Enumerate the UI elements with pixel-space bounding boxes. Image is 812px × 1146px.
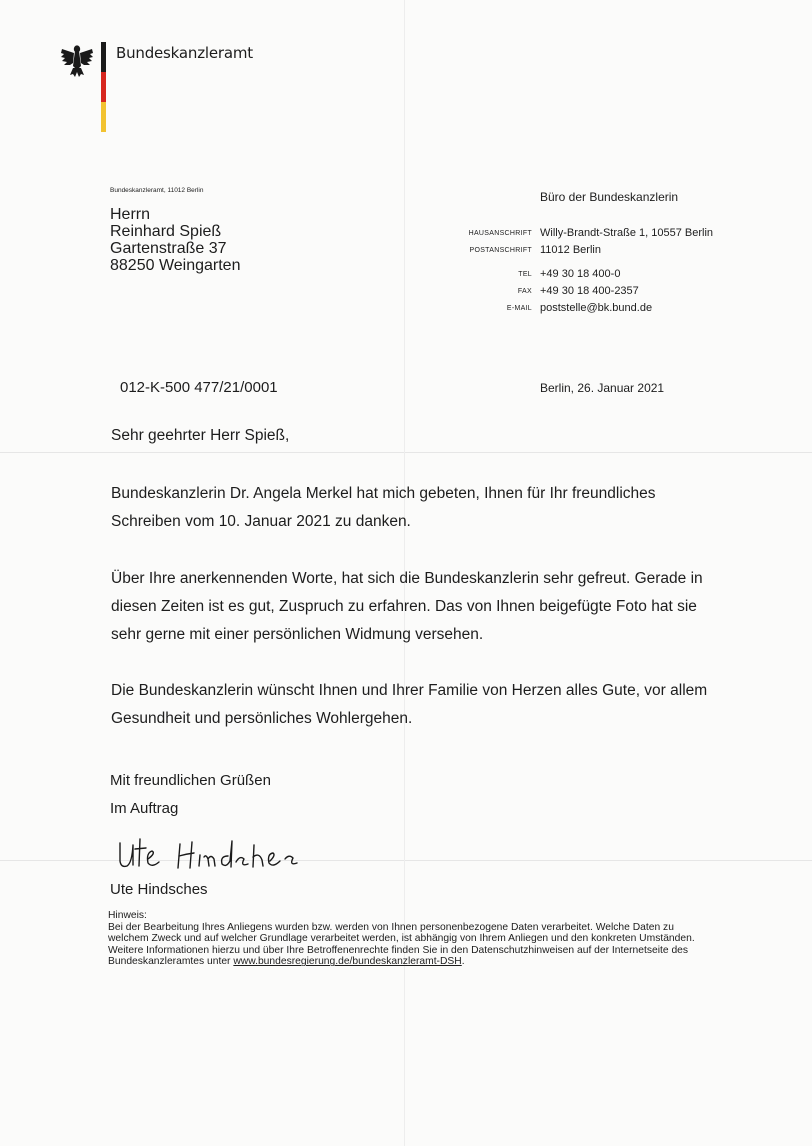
recipient-address (110, 206, 240, 274)
notice-title: Hinweis: (108, 910, 147, 921)
contact-value: poststelle@bk.bund.de (540, 302, 653, 314)
closing-greeting: Mit freundlichen Grüßen (110, 772, 271, 789)
closing-block (110, 767, 271, 823)
sender-return-address: Bundeskanzleramt, 11012 Berlin (110, 187, 204, 194)
notice-text: Bei der Bearbeitung Ihres Anliegens wurden bzw. werden von Ihnen personenbezogene Daten verarbeitet. Welche Daten zu welchem Zweck und auf welcher Grundlage verarbeitet werden, ist abhängig von Ihrem Anliegen und den konkreten Umständen. Weitere Informationen hierzu und über Ihre Betroffenenrechte finden Sie in den Datenschutzhinweisen auf der Internetseite des Bundeskanzleramtes unter (108, 921, 695, 968)
recipient-city: 88250 Weingarten (110, 257, 241, 274)
signer-name: Ute Hindsches (110, 881, 208, 898)
contact-value: Willy-Brandt-Straße 1, 10557 Berlin (540, 227, 714, 239)
federal-eagle-icon (60, 42, 94, 80)
contact-label: FAX (517, 288, 532, 295)
recipient-street: Gartenstraße 37 (110, 240, 227, 257)
letter-date: Berlin, 26. Januar 2021 (540, 381, 665, 395)
handwritten-signature (116, 835, 346, 875)
flag-red (101, 72, 106, 102)
letter-salutation: Sehr geehrter Herr Spieß, (111, 427, 290, 444)
contact-value: +49 30 18 400-2357 (540, 285, 639, 297)
recipient-salutation: Herrn (110, 206, 151, 223)
contact-label: TEL (518, 271, 532, 278)
office-name: Büro der Bundeskanzlerin (540, 190, 679, 204)
privacy-link[interactable]: www.bundesregierung.de/bundeskanzleramt-DSH (233, 956, 462, 968)
recipient-name: Reinhard Spieß (110, 223, 222, 240)
privacy-notice (108, 910, 708, 968)
contact-label: E-MAIL (506, 305, 532, 312)
contact-label: POSTANSCHRIFT (469, 247, 532, 254)
reference-number: 012-K-500 477/21/0001 (120, 379, 278, 396)
contact-label: HAUSANSCHRIFT (468, 230, 532, 237)
organization-name: Bundeskanzleramt (116, 44, 253, 62)
closing-on-behalf: Im Auftrag (110, 800, 179, 817)
flag-gold (101, 102, 106, 132)
body-paragraph: Über Ihre anerkennenden Worte, hat sich die Bundeskanzlerin sehr gefreut. Gerade in diesen Zeiten ist es gut, Zuspruch zu erfahren. Das von Ihnen beigefügte Foto hat sie sehr gerne mit einer persönlichen Widmung versehen. (111, 570, 703, 643)
notice-end: . (461, 956, 465, 968)
body-paragraph: Bundeskanzlerin Dr. Angela Merkel hat mich gebeten, Ihnen für Ihr freundliches Schreiben vom 10. Januar 2021 zu danken. (111, 485, 656, 530)
flag-black (101, 42, 106, 72)
contact-value: +49 30 18 400-0 (540, 268, 621, 280)
body-paragraph: Die Bundeskanzlerin wünscht Ihnen und Ihrer Familie von Herzen alles Gute, vor allem Gesundheit und persönliches Wohlergehen. (111, 682, 708, 727)
flag-bar (101, 42, 106, 132)
contact-value: 11012 Berlin (540, 244, 601, 256)
paper-fold (0, 452, 812, 453)
